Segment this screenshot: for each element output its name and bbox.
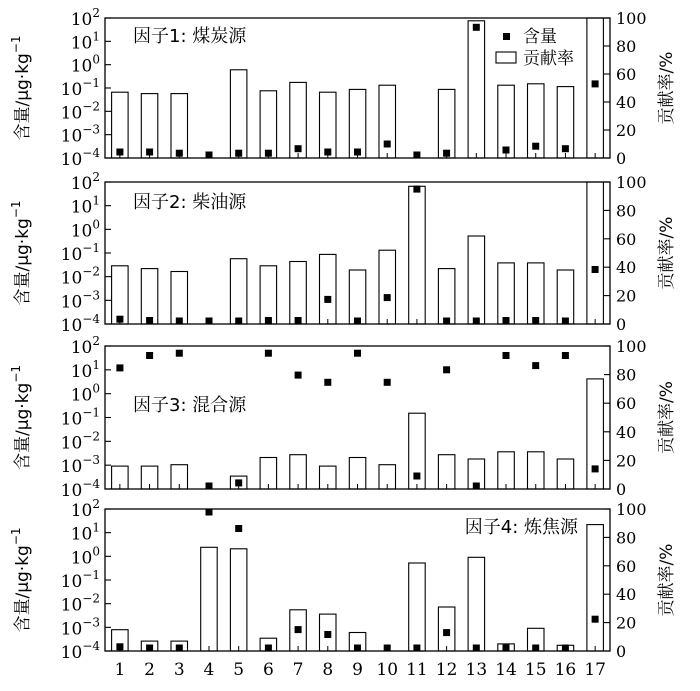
contribution-bar <box>290 455 307 489</box>
contribution-bar <box>112 92 129 158</box>
x-tick-label: 10 <box>376 660 399 680</box>
left-tick-label: $10^{-2}$ <box>60 99 100 124</box>
right-tick-label: 60 <box>616 65 637 84</box>
contribution-bar <box>260 91 277 158</box>
content-point <box>384 141 391 148</box>
left-tick-label: $10^{-4}$ <box>60 639 100 663</box>
contribution-bar <box>260 266 277 324</box>
x-tick-label: 15 <box>524 660 547 680</box>
contribution-bar <box>141 94 158 158</box>
contribution-bar <box>409 563 426 651</box>
left-tick-label: $10^{-1}$ <box>60 76 100 100</box>
left-tick-label: $10^{-1}$ <box>60 405 100 430</box>
contribution-bar <box>320 254 337 324</box>
content-point <box>235 525 242 532</box>
legend-bar-marker <box>496 52 516 63</box>
contribution-bar <box>141 269 158 324</box>
left-tick-label: $10^{-2}$ <box>60 264 100 289</box>
legend-content-label: 含量 <box>523 27 557 47</box>
content-point <box>503 147 510 154</box>
right-tick-label: 40 <box>616 422 637 442</box>
right-tick-label: 20 <box>616 121 637 140</box>
content-point <box>295 145 302 152</box>
contribution-bar <box>171 94 188 158</box>
x-tick-label: 4 <box>203 660 215 680</box>
content-point <box>176 350 183 357</box>
left-tick-label: $10^{-3}$ <box>60 122 100 147</box>
content-point <box>146 352 153 359</box>
contribution-bar <box>230 549 247 651</box>
content-point <box>324 379 331 386</box>
content-point <box>592 266 599 273</box>
content-point <box>562 352 569 359</box>
left-tick-label: $10^{-4}$ <box>60 477 100 501</box>
content-point <box>295 372 302 379</box>
contribution-bar <box>349 270 366 324</box>
content-point <box>265 350 272 357</box>
contribution-bar <box>528 263 545 324</box>
content-point <box>443 629 450 636</box>
content-point <box>384 294 391 301</box>
x-tick-label: 13 <box>465 660 488 680</box>
right-tick-label: 100 <box>616 9 647 28</box>
left-tick-label: $10^2$ <box>70 497 100 521</box>
contribution-bar <box>230 70 247 158</box>
panel-title: 因子3: 混合源 <box>133 395 247 416</box>
contribution-bar <box>409 186 426 324</box>
right-tick-label: 80 <box>616 365 637 385</box>
x-tick-label: 2 <box>144 660 155 680</box>
legend-contribution-label: 贡献率 <box>523 49 574 69</box>
left-tick-label: $10^0$ <box>70 217 100 242</box>
left-tick-label: $10^1$ <box>70 193 100 218</box>
left-axis-label: 含量$/\mu g\cdot kg^{-1}$ <box>9 35 33 141</box>
contribution-bar <box>290 262 307 325</box>
panel-title: 因子2: 柴油源 <box>133 192 247 213</box>
left-axis-label: 含量$/\mu g\cdot kg^{-1}$ <box>9 364 33 471</box>
content-point <box>295 626 302 633</box>
left-tick-label: $10^0$ <box>70 544 100 569</box>
right-tick-label: 20 <box>616 451 637 471</box>
contribution-bar <box>230 259 247 324</box>
panel-title: 因子1: 煤炭源 <box>133 26 247 47</box>
left-tick-label: $10^2$ <box>70 6 100 30</box>
contribution-bar <box>379 250 396 324</box>
x-tick-label: 9 <box>352 660 363 680</box>
right-axis-label: 贡献率/% <box>657 543 677 617</box>
right-tick-label: 60 <box>616 394 637 414</box>
contribution-bar <box>171 272 188 325</box>
left-tick-label: $10^{-3}$ <box>60 288 100 313</box>
right-tick-label: 40 <box>616 258 637 278</box>
right-tick-label: 0 <box>616 315 627 334</box>
x-tick-label: 11 <box>406 660 428 680</box>
content-point <box>532 362 539 369</box>
contribution-bar <box>587 182 604 324</box>
content-point <box>354 350 361 357</box>
content-point <box>413 186 420 193</box>
left-tick-label: $10^0$ <box>70 52 100 77</box>
panel-2 <box>9 170 677 336</box>
content-point <box>384 379 391 386</box>
x-tick-label: 7 <box>292 660 304 680</box>
content-point <box>413 473 420 480</box>
content-point <box>562 145 569 152</box>
contribution-bar <box>112 266 129 324</box>
contribution-bar <box>438 455 455 489</box>
content-point <box>443 366 450 373</box>
contribution-bar <box>587 18 604 158</box>
right-tick-label: 0 <box>616 642 627 661</box>
right-axis-label: 贡献率/% <box>657 51 677 125</box>
contribution-bar <box>498 263 515 324</box>
content-point <box>592 465 599 472</box>
left-tick-label: $10^{-1}$ <box>60 241 100 265</box>
right-axis-label: 贡献率/% <box>657 216 677 290</box>
right-tick-label: 40 <box>616 93 637 112</box>
left-tick-label: $10^1$ <box>70 357 100 382</box>
right-tick-label: 60 <box>616 229 637 249</box>
content-point <box>324 296 331 303</box>
left-tick-label: $10^1$ <box>70 29 100 54</box>
contribution-bar <box>468 236 485 324</box>
right-tick-label: 100 <box>616 337 647 356</box>
x-tick-label: 3 <box>173 660 185 680</box>
left-tick-label: $10^1$ <box>70 520 100 545</box>
contribution-bar <box>528 452 545 489</box>
left-tick-label: $10^{-2}$ <box>60 429 100 454</box>
content-point <box>324 631 331 638</box>
panel-4 <box>9 497 677 663</box>
x-tick-label: 16 <box>554 660 577 680</box>
contribution-bar <box>557 270 574 324</box>
contribution-bar <box>320 92 337 158</box>
contribution-bar <box>468 557 485 651</box>
left-axis-label: 含量$/\mu g\cdot kg^{-1}$ <box>9 200 33 306</box>
left-tick-label: $10^2$ <box>70 334 100 358</box>
x-tick-label: 5 <box>233 660 245 680</box>
panel-3 <box>9 334 677 501</box>
content-point <box>592 80 599 87</box>
x-tick-label: 1 <box>114 660 126 680</box>
left-tick-label: $10^0$ <box>70 381 100 406</box>
right-axis-label: 贡献率/% <box>657 381 677 454</box>
right-tick-label: 80 <box>616 201 637 221</box>
right-tick-label: 20 <box>616 286 637 306</box>
right-tick-label: 80 <box>616 37 637 56</box>
content-point <box>532 143 539 150</box>
left-tick-label: $10^2$ <box>70 170 100 194</box>
contribution-bar <box>587 379 604 489</box>
content-point <box>473 24 480 31</box>
content-point <box>116 364 123 371</box>
contribution-bar <box>498 452 515 489</box>
left-tick-label: $10^{-3}$ <box>60 453 100 478</box>
panel-1 <box>9 6 677 170</box>
x-tick-label: 17 <box>584 660 606 680</box>
contribution-bar <box>438 607 455 651</box>
left-tick-label: $10^{-3}$ <box>60 615 100 640</box>
legend <box>496 27 574 69</box>
right-tick-label: 100 <box>616 173 647 192</box>
left-tick-label: $10^{-1}$ <box>60 568 100 592</box>
left-tick-label: $10^{-4}$ <box>60 146 100 170</box>
right-tick-label: 0 <box>616 480 627 499</box>
right-tick-label: 100 <box>616 500 647 519</box>
contribution-bar <box>349 89 366 158</box>
right-tick-label: 60 <box>616 556 637 576</box>
x-tick-label: 8 <box>322 660 334 680</box>
panel-title: 因子4: 炼焦源 <box>464 517 578 538</box>
content-point <box>503 352 510 359</box>
left-tick-label: $10^{-2}$ <box>60 591 100 616</box>
x-tick-label: 14 <box>495 660 517 680</box>
right-tick-label: 0 <box>616 149 627 168</box>
content-point <box>592 616 599 623</box>
left-tick-label: $10^{-4}$ <box>60 312 100 336</box>
contribution-bar <box>438 269 455 324</box>
right-tick-label: 20 <box>616 613 637 633</box>
x-tick-label: 6 <box>262 660 274 680</box>
right-tick-label: 80 <box>616 528 637 548</box>
contribution-bar <box>201 547 218 651</box>
contribution-bar <box>468 21 485 158</box>
contribution-bar <box>587 525 604 651</box>
contribution-bar <box>438 89 455 158</box>
right-tick-label: 40 <box>616 585 637 605</box>
left-axis-label: 含量$/\mu g\cdot kg^{-1}$ <box>9 527 33 633</box>
x-tick-label: 12 <box>435 660 458 680</box>
legend-point-marker <box>503 33 510 40</box>
